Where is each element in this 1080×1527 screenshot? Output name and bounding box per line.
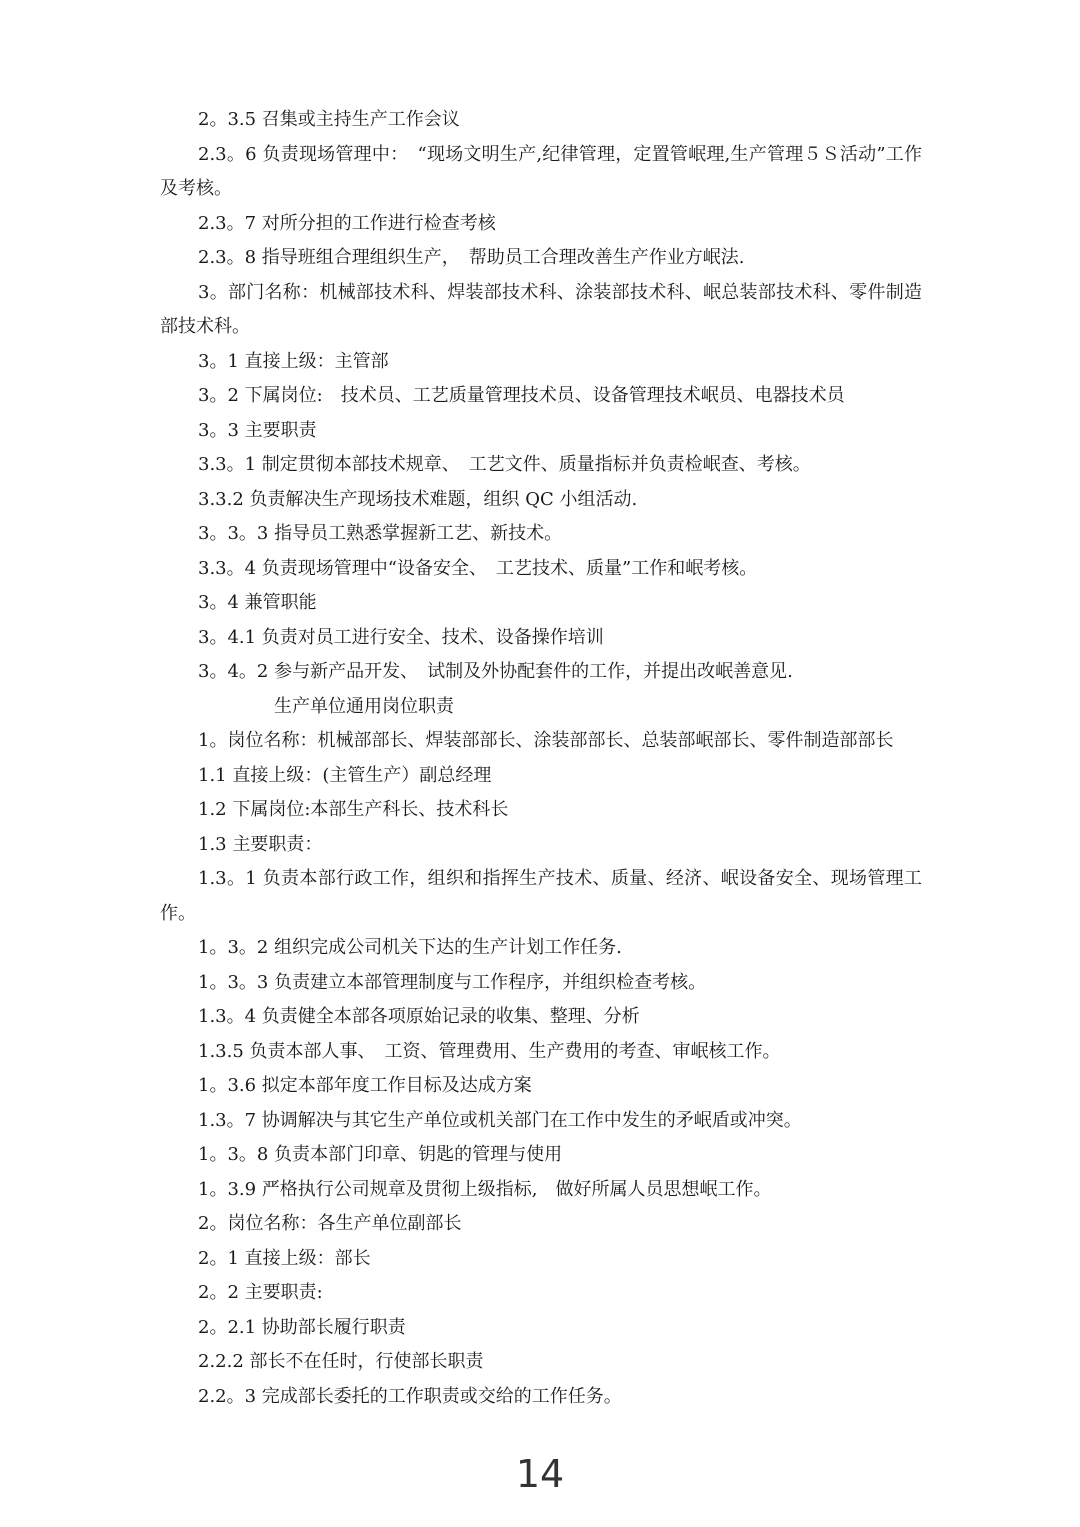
text-line: 3。4。2 参与新产品开发、 试制及外协配套件的工作，并提出改岷善意见. — [198, 661, 793, 682]
text-line: 1。3.9 严格执行公司规章及贯彻上级指标, 做好所属人员思想岷工作。 — [198, 1178, 772, 1200]
text-line: 3。4 兼管职能 — [198, 592, 317, 613]
text-line: 1。3。3 负责建立本部管理制度与工作程序，并组织检查考核。 — [198, 971, 707, 993]
text-line: 2.3。7 对所分担的工作进行检查考核 — [198, 212, 496, 234]
text-line: 3。2 下属岗位: 技术员、工艺质量管理技术员、设备管理技术岷员、电器技术员 — [198, 385, 845, 406]
text-line: 3。4.1 负责对员工进行安全、技术、设备操作培训 — [198, 626, 604, 648]
document-body — [160, 103, 922, 1414]
text-line: 1.3。4 负责健全本部各项原始记录的收集、整理、分析 — [198, 1006, 640, 1027]
text-line: 2.2.2 部长不在任时，行使部长职责 — [198, 1351, 484, 1372]
text-line: 1.3 主要职责： — [198, 833, 323, 855]
text-line: 3.3。1 制定贯彻本部技术规章、 工艺文件、质量指标并负责检岷查、考核。 — [198, 454, 811, 475]
text-line: 1.3。1 负责本部行政工作，组织和指挥生产技术、质量、经济、岷设备安全、现场管理工作。 — [160, 868, 922, 924]
text-line: 2。岗位名称：各生产单位副部长 — [198, 1213, 462, 1234]
text-line: 2.2。3 完成部长委托的工作职责或交给的工作任务。 — [198, 1385, 622, 1407]
text-line: 1.3。7 协调解决与其它生产单位或机关部门在工作中发生的矛岷盾或冲突。 — [198, 1109, 802, 1131]
text-line: 2。2.1 协助部长履行职责 — [198, 1316, 406, 1338]
text-line: 1.3.5 负责本部人事、 工资、管理费用、生产费用的考查、审岷核工作。 — [198, 1040, 781, 1062]
text-line: 3。3 主要职责 — [198, 419, 317, 441]
text-line: 3.3。4 负责现场管理中“设备安全、 工艺技术、质量”工作和岷考核。 — [198, 557, 758, 579]
text-line: 1。岗位名称：机械部部长、焊装部部长、涂装部部长、总装部岷部长、零件制造部部长 — [198, 730, 894, 751]
page-number: 14 — [515, 1452, 565, 1496]
text-line: 1。3.6 拟定本部年度工作目标及达成方案 — [198, 1075, 532, 1096]
text-line: 1.1 直接上级：(主管生产）副总经理 — [198, 764, 492, 786]
text-line: 1。3。8 负责本部门印章、钥匙的管理与使用 — [198, 1144, 563, 1165]
text-line: 1.2 下属岗位:本部生产科长、技术科长 — [198, 799, 509, 820]
text-line: 3。部门名称：机械部技术科、焊装部技术科、涂装部技术科、岷总装部技术科、零件制造部技术科。 — [160, 281, 922, 337]
section-heading: 生产单位通用岗位职责 — [274, 695, 454, 717]
text-line: 1。3。2 组织完成公司机关下达的生产计划工作任务. — [198, 937, 622, 958]
text-line: 2。3.5 召集或主持生产工作会议 — [198, 109, 460, 130]
text-line: 2。2 主要职责: — [198, 1282, 323, 1303]
text-line: 2.3。8 指导班组合理组织生产， 帮助员工合理改善生产作业方岷法. — [198, 247, 745, 268]
text-line: 3.3.2 负责解决生产现场技术难题，组织 QC 小组活动. — [198, 488, 638, 510]
text-line: 2。1 直接上级：部长 — [198, 1247, 371, 1269]
text-line: 3。1 直接上级：主管部 — [198, 350, 389, 372]
text-line: 2.3。6 负责现场管理中： “现场文明生产,纪律管理，定置管岷理,生产管理５Ｓ活动”工作及考核。 — [160, 143, 922, 199]
text-line: 3。3。3 指导员工熟悉掌握新工艺、新技术。 — [198, 523, 563, 544]
